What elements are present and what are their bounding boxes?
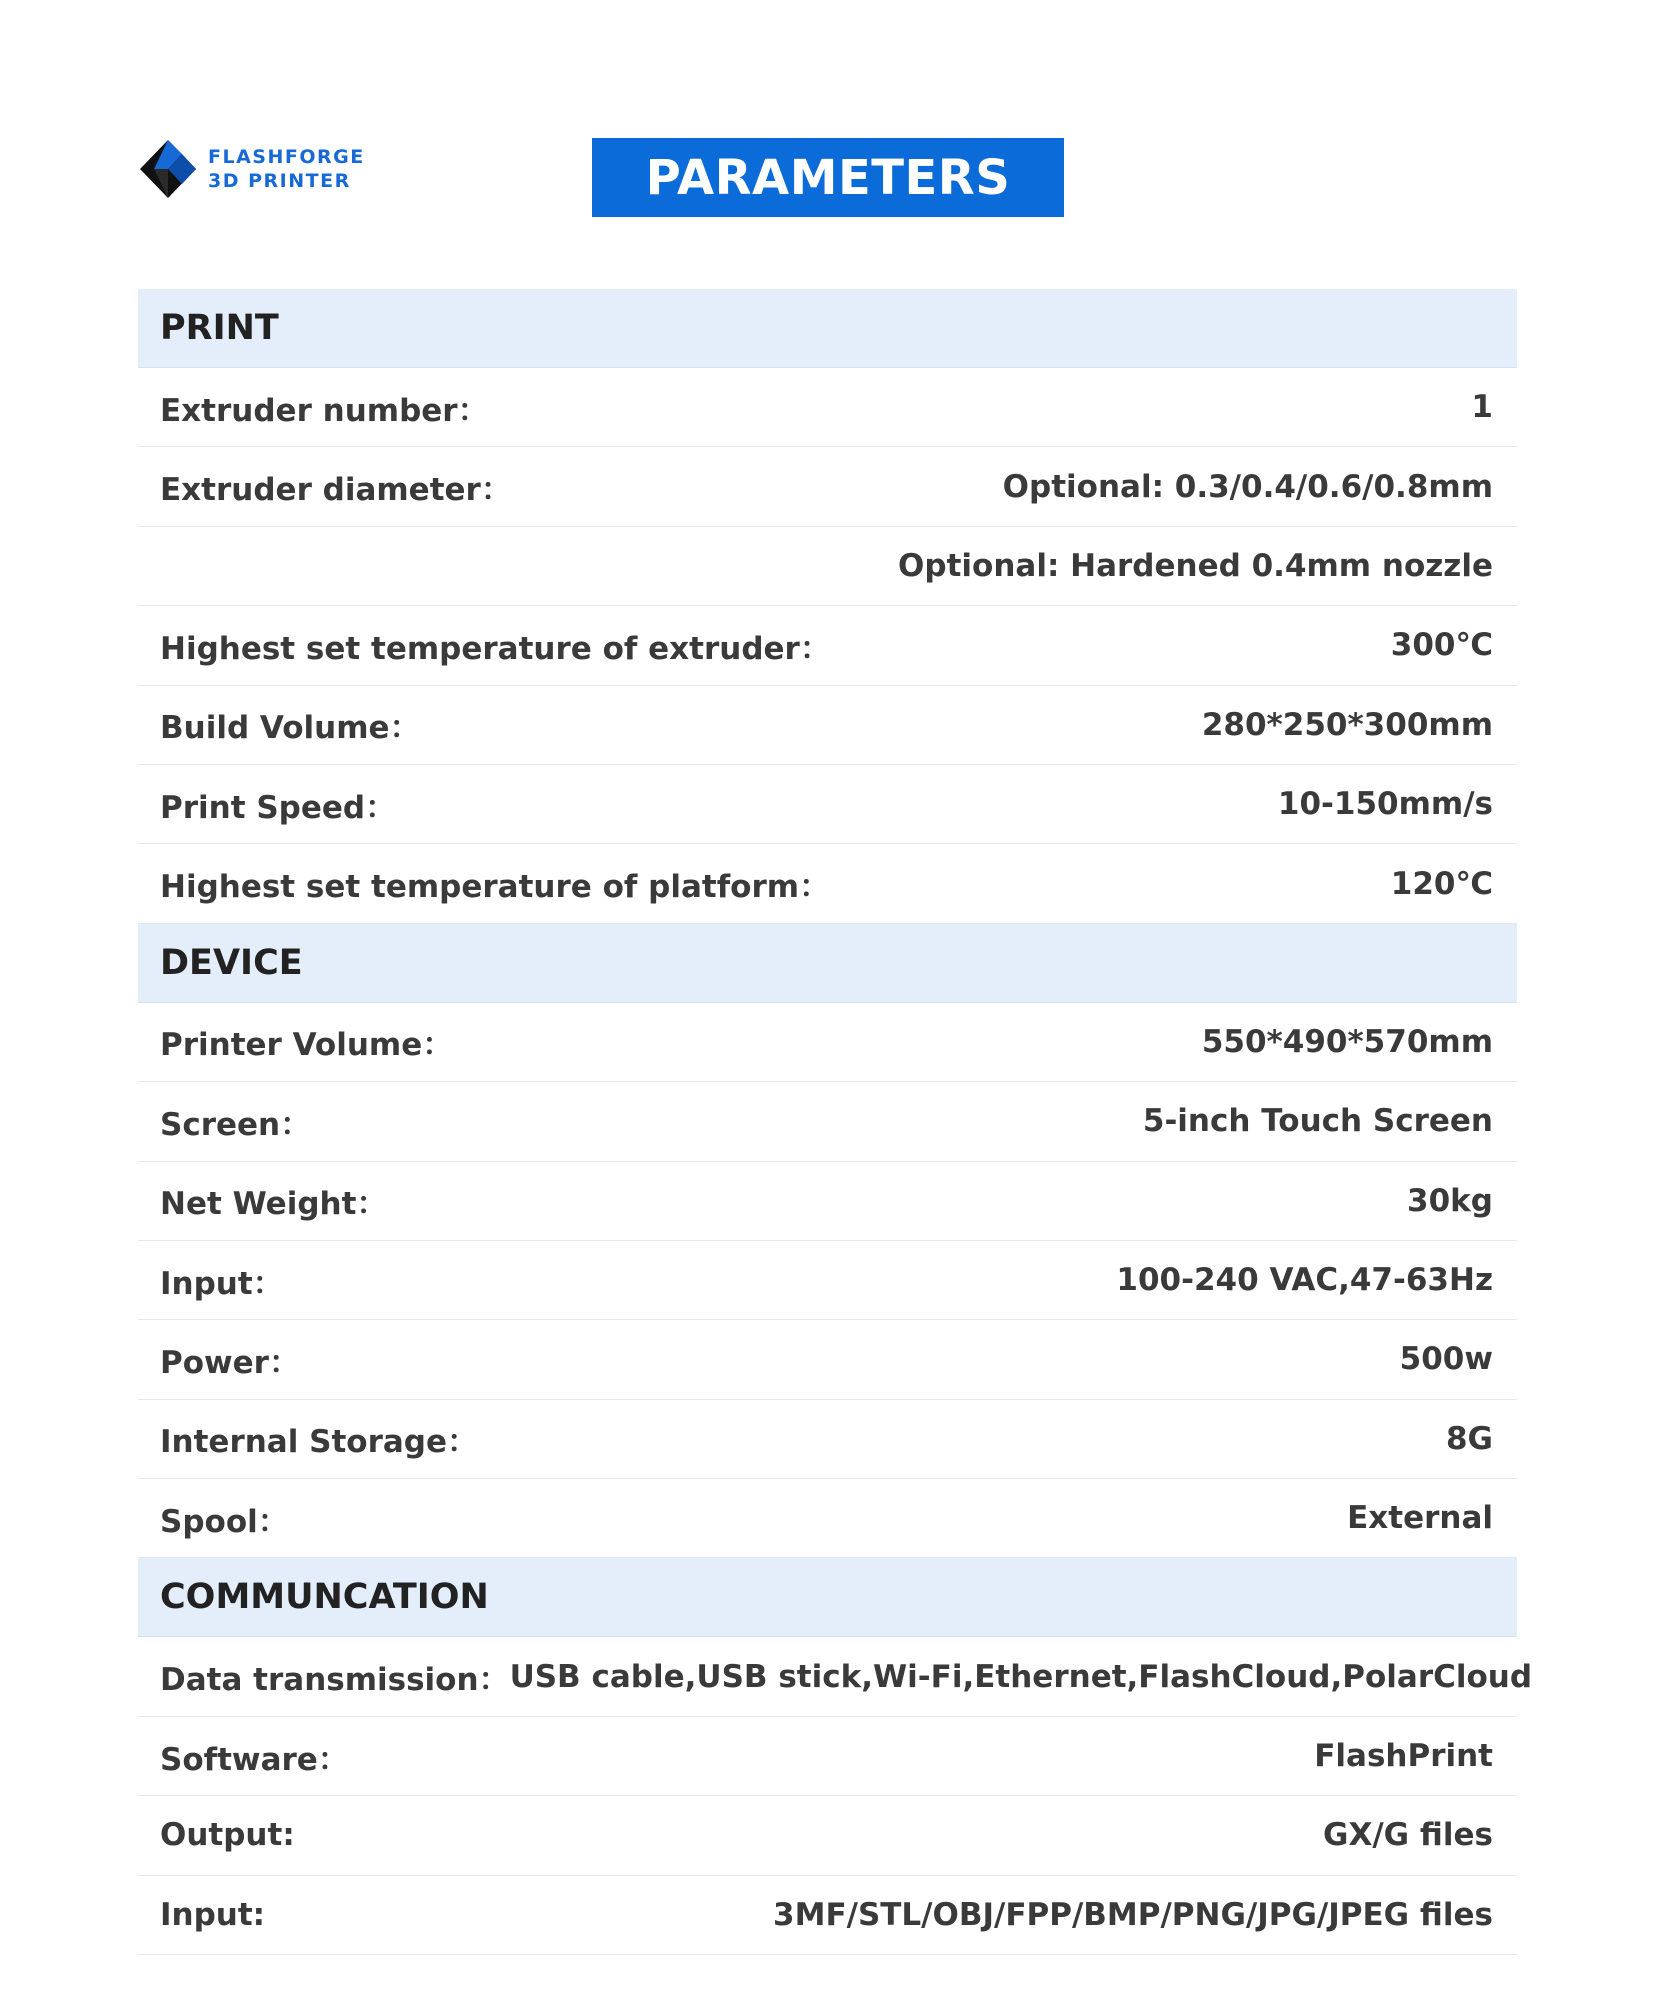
spec-label: Spool： [160,1503,289,1540]
spec-value: 500w [1399,1341,1493,1378]
page-title: PARAMETERS [592,138,1064,217]
spec-label: Build Volume： [160,710,421,747]
spec-row [138,1003,1517,1082]
spec-value: 30kg [1407,1182,1493,1219]
section-print [138,289,1517,924]
spec-value: 300℃ [1390,627,1493,664]
spec-row [138,1876,1517,1955]
spec-row [138,765,1517,844]
spec-value: 3MF/STL/OBJ/FPP/BMP/PNG/JPG/JPEG files [773,1896,1493,1933]
spec-value: 100-240 VAC,47-63Hz [1116,1262,1493,1299]
spec-label: Net Weight： [160,1186,388,1223]
spec-label: Extruder number： [160,392,489,429]
spec-label: Printer Volume： [160,1027,454,1064]
spec-label: Input： [160,1265,284,1302]
brand-line1: FLASHFORGE [208,146,365,168]
spec-row [138,447,1517,526]
spec-row [138,1162,1517,1241]
spec-label: Print Speed： [160,789,397,826]
spec-value: 550*490*570mm [1201,1023,1493,1060]
section-communication [138,1558,1533,1955]
spec-value: 10-150mm/s [1277,786,1493,823]
spec-label: Internal Storage： [160,1424,479,1461]
spec-label: Input: [160,1896,266,1933]
spec-label: Software： [160,1741,349,1778]
spec-value: USB cable,USB stick,Wi-Fi,Ethernet,FlashCloud,PolarCloud [509,1658,1533,1695]
spec-value: GX/G files [1323,1817,1493,1854]
spec-label: Data transmission： [160,1662,510,1699]
spec-label: Extruder diameter： [160,472,512,509]
spec-row [138,368,1517,447]
section-heading: PRINT [138,289,1517,368]
spec-value: Optional: Hardened 0.4mm nozzle [898,547,1493,584]
spec-table [138,289,1533,1955]
spec-label: Highest set temperature of platform： [160,869,831,906]
spec-row [138,844,1517,923]
spec-label: Screen： [160,1106,312,1143]
spec-label: Power： [160,1344,300,1381]
spec-value: FlashPrint [1314,1738,1493,1775]
spec-label: Output: [160,1817,295,1854]
section-heading: COMMUNCATION [138,1558,1517,1637]
section-device [138,924,1517,1559]
spec-value: 280*250*300mm [1201,706,1493,743]
spec-row [138,1717,1517,1796]
spec-value: 5-inch Touch Screen [1142,1103,1493,1140]
spec-row [138,1479,1517,1558]
spec-row [138,527,1517,606]
spec-row [138,686,1517,765]
brand-logo [138,138,378,200]
spec-row [138,1241,1517,1320]
spec-value: 1 [1471,389,1493,426]
spec-value: 8G [1445,1420,1493,1457]
spec-row [138,1082,1517,1161]
spec-row [138,1637,1533,1716]
spec-row [138,606,1517,685]
spec-row [138,1320,1517,1399]
spec-value: 120℃ [1390,865,1493,902]
brand-wordmark [208,145,365,193]
spec-row [138,1400,1517,1479]
spec-label: Highest set temperature of extruder： [160,630,831,667]
flashforge-logo-icon [138,138,198,200]
spec-value: External [1347,1500,1493,1537]
spec-row [138,1796,1517,1875]
brand-line2: 3D PRINTER [208,170,351,192]
section-heading: DEVICE [138,924,1517,1003]
spec-value: Optional: 0.3/0.4/0.6/0.8mm [1002,468,1493,505]
